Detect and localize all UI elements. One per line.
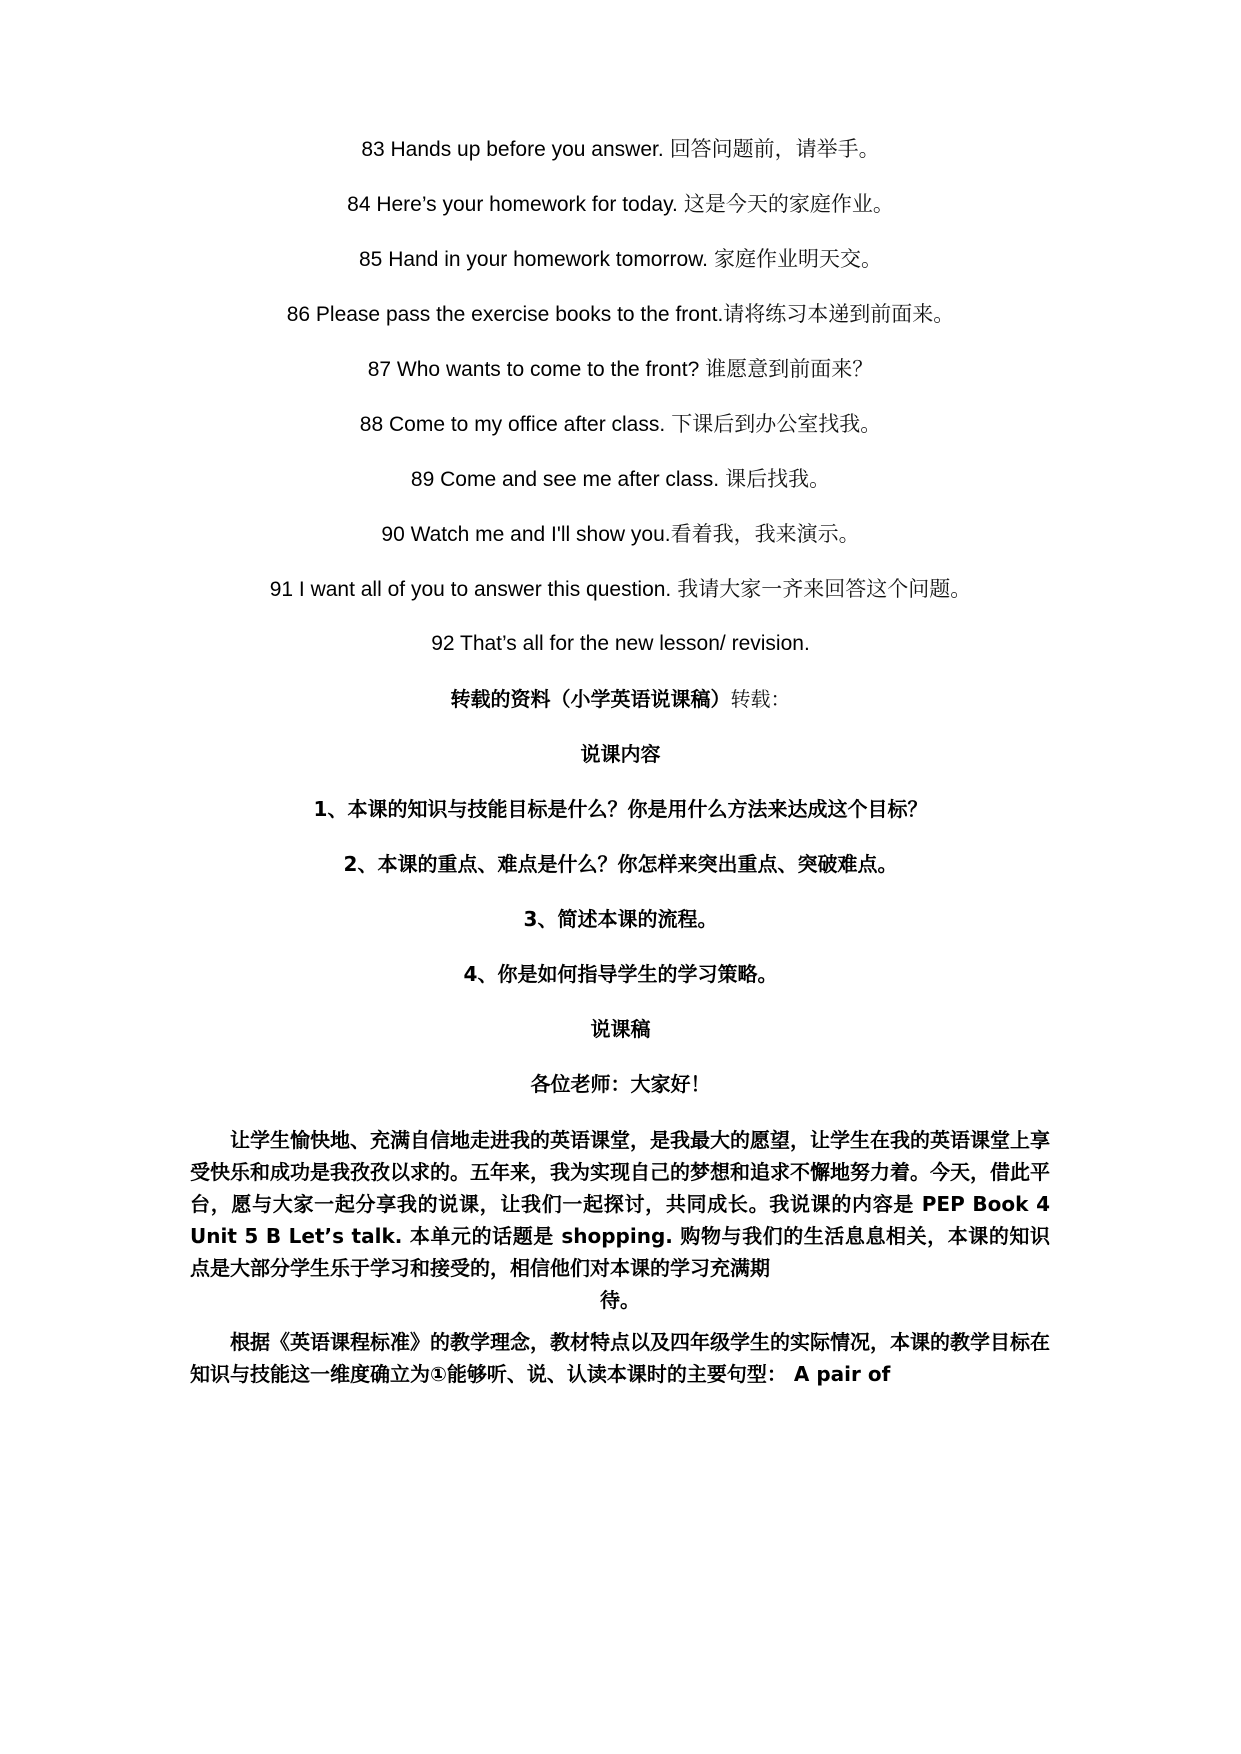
draft-title: 说课稿 — [590, 1017, 651, 1041]
phrase-91: 91 I want all of you to answer this question. 我请大家一齐来回答这个问题。 — [269, 577, 972, 601]
section-title: 说课内容 — [580, 742, 661, 766]
paragraph-1: 让学生愉快地、充满自信地走进我的英语课堂，是我最大的愿望，让学生在我的英语课堂上享受快乐和成功是我孜孜以求的。五年来，我为实现自己的梦想和追求不懈地努力着。今天，借此平台，愿与大家一起分享我的说课，让我们一起探讨，共同成长。我说课的内容是 PEP Book 4 Unit 5 B Let’s talk. 本单元的话题是 shopping. 购物与我们的生活息息相关，本课的知识点是大部分学生乐于学习和接受的，相信他们对本课的学习充满期 待。 — [190, 1128, 1050, 1312]
question-3: 3、简述本课的流程。 — [523, 907, 718, 931]
question-2: 2、本课的重点、难点是什么？你怎样来突出重点、突破难点。 — [343, 852, 898, 876]
paragraph-2: 根据《英语课程标准》的教学理念，教材特点以及四年级学生的实际情况，本课的教学目标在知识与技能这一维度确立为①能够听、说、认读本课时的主要句型： A pair of — [190, 1330, 1050, 1386]
question-4: 4、你是如何指导学生的学习策略。 — [463, 962, 778, 986]
phrase-88: 88 Come to my office after class. 下课后到办公室找我。 — [359, 412, 882, 436]
phrase-86: 86 Please pass the exercise books to the front.请将练习本递到前面来。 — [286, 302, 955, 326]
phrase-89: 89 Come and see me after class. 课后找我。 — [410, 467, 831, 491]
greeting: 各位老师：大家好！ — [530, 1072, 711, 1096]
question-1: 1、本课的知识与技能目标是什么？你是用什么方法来达成这个目标？ — [313, 797, 928, 821]
reprint-line: 转载的资料（小学英语说课稿）转载： — [450, 687, 791, 711]
phrase-84: 84 Here’s your homework for today. 这是今天的家庭作业。 — [347, 192, 894, 216]
phrase-87: 87 Who wants to come to the front? 谁愿意到前面来？ — [367, 357, 874, 381]
phrase-83: 83 Hands up before you answer. 回答问题前，请举手。 — [361, 137, 880, 161]
phrase-92: 92 That’s all for the new lesson/ revision. — [431, 632, 810, 655]
phrase-85: 85 Hand in your homework tomorrow. 家庭作业明天交。 — [359, 247, 882, 271]
phrase-90: 90 Watch me and I'll show you.看着我，我来演示。 — [381, 522, 860, 546]
